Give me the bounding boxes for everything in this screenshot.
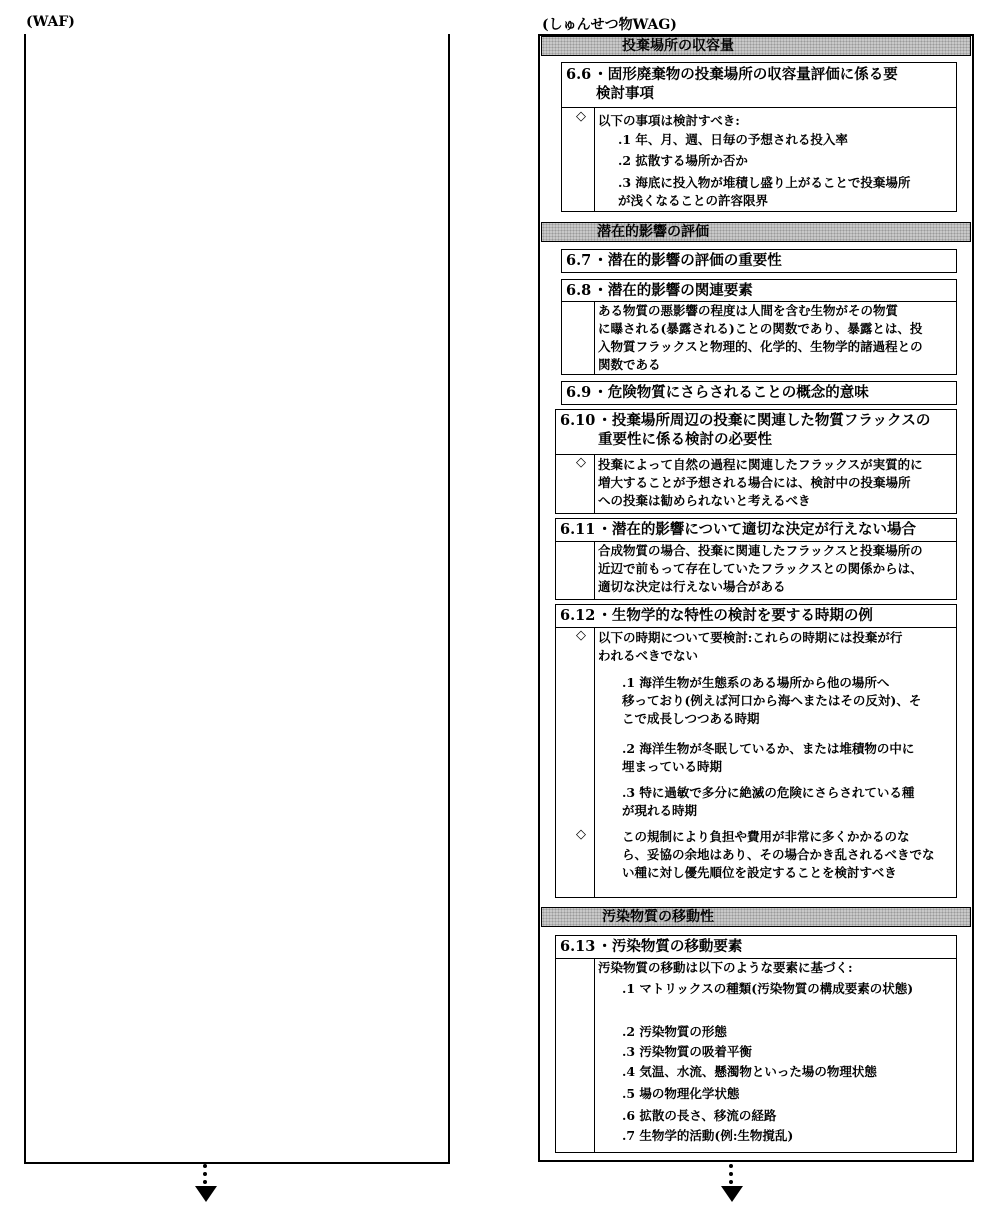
item-6-11-line: 近辺で前もって存在していたフラックスとの関係からは、 bbox=[598, 561, 923, 576]
section-band-capacity-label: 投棄場所の収容量 bbox=[622, 38, 734, 54]
item-6-11-divider bbox=[594, 541, 595, 599]
item-6-8-title: 6.8 ・潜在的影響の関連要素 bbox=[566, 282, 753, 299]
item-6-13-point: .2 汚染物質の形態 bbox=[622, 1024, 727, 1039]
item-6-6 bbox=[561, 62, 957, 212]
item-6-11-title: 6.11 ・潜在的影響について適切な決定が行えない場合 bbox=[560, 521, 917, 538]
item-6-6-lead: 以下の事項は検討すべき: bbox=[598, 113, 740, 128]
item-6-12-point: が現れる時期 bbox=[622, 803, 698, 818]
item-6-13-divider bbox=[594, 958, 595, 1152]
section-band-mobility-label: 汚染物質の移動性 bbox=[602, 909, 714, 925]
item-6-13-point: .1 マトリックスの種類(汚染物質の構成要素の状態) bbox=[622, 981, 914, 996]
wag-column-label: (しゅんせつ物WAG) bbox=[542, 17, 677, 33]
waf-column-box bbox=[24, 34, 450, 1164]
item-6-12-point: .3 特に過敏で多分に絶滅の危険にさらされている種 bbox=[622, 785, 915, 800]
section-band-impact-label: 潜在的影響の評価 bbox=[597, 224, 709, 240]
item-6-12-point: .1 海洋生物が生態系のある場所から他の場所へ bbox=[622, 675, 890, 690]
item-6-10 bbox=[555, 409, 957, 514]
item-6-8-line: に曝される(暴露される)ことの関数であり、暴露とは、投 bbox=[598, 321, 923, 336]
wag-arrow-stem bbox=[729, 1164, 733, 1184]
item-6-11-line: 適切な決定は行えない場合がある bbox=[598, 579, 786, 594]
item-6-6-rule bbox=[562, 107, 956, 108]
item-6-13-title: 6.13 ・汚染物質の移動要素 bbox=[560, 938, 743, 955]
item-6-7 bbox=[561, 249, 957, 273]
item-6-10-title: 6.10 ・投棄場所周辺の投棄に関連した物質フラックスの 重要性に係る検討の必要性 bbox=[560, 412, 931, 448]
item-6-12-lead: われるべきでない bbox=[598, 648, 699, 663]
diamond-bullet-icon: ◇ bbox=[576, 628, 586, 643]
item-6-6-point: .1 年、月、週、日毎の予想される投入率 bbox=[618, 132, 848, 147]
item-6-13-point: .6 拡散の長さ、移流の経路 bbox=[622, 1108, 777, 1123]
item-6-11 bbox=[555, 518, 957, 600]
item-6-13-lead: 汚染物質の移動は以下のような要素に基づく: bbox=[598, 960, 853, 975]
waf-column-label: (WAF) bbox=[26, 14, 75, 30]
item-6-10-line: 増大することが予想される場合には、検討中の投棄場所 bbox=[598, 475, 911, 490]
item-6-11-line: 合成物質の場合、投棄に関連したフラックスと投棄場所の bbox=[598, 543, 923, 558]
item-6-7-title: 6.7 ・潜在的影響の評価の重要性 bbox=[566, 252, 782, 269]
section-band-capacity bbox=[541, 36, 971, 56]
diamond-bullet-icon: ◇ bbox=[576, 455, 586, 470]
item-6-12-divider bbox=[594, 627, 595, 897]
item-6-12-point: 埋まっている時期 bbox=[622, 759, 723, 774]
item-6-13-point: .7 生物学的活動(例:生物撹乱) bbox=[622, 1128, 794, 1143]
item-6-12-note: ら、妥協の余地はあり、その場合かき乱されるべきでな bbox=[622, 847, 935, 862]
item-6-12 bbox=[555, 604, 957, 898]
item-6-6-title: 6.6 ・固形廃棄物の投棄場所の収容量評価に係る要 検討事項 bbox=[566, 66, 898, 102]
item-6-12-point: .2 海洋生物が冬眠しているか、または堆積物の中に bbox=[622, 741, 915, 756]
item-6-8 bbox=[561, 279, 957, 375]
item-6-6-point: .3 海底に投入物が堆積し盛り上がることで投棄場所 bbox=[618, 175, 911, 190]
item-6-12-point: こで成長しつつある時期 bbox=[622, 711, 760, 726]
item-6-10-line: 投棄によって自然の過程に関連したフラックスが実質的に bbox=[598, 457, 923, 472]
item-6-8-line: ある物質の悪影響の程度は人間を含む生物がその物質 bbox=[598, 303, 899, 318]
item-6-12-note: この規制により負担や費用が非常に多くかかるのな bbox=[622, 829, 910, 844]
item-6-12-lead: 以下の時期について要検討:これらの時期には投棄が行 bbox=[598, 630, 903, 645]
item-6-9 bbox=[561, 381, 957, 405]
waf-down-arrow-icon bbox=[195, 1186, 217, 1202]
diamond-bullet-icon: ◇ bbox=[576, 109, 586, 124]
waf-arrow-stem bbox=[203, 1164, 207, 1184]
wag-down-arrow-icon bbox=[721, 1186, 743, 1202]
item-6-6-point: .2 拡散する場所か否か bbox=[618, 153, 748, 168]
item-6-10-divider bbox=[594, 454, 595, 513]
item-6-12-title: 6.12 ・生物学的な特性の検討を要する時期の例 bbox=[560, 607, 873, 624]
section-band-impact bbox=[541, 222, 971, 242]
item-6-12-note: い種に対し優先順位を設定することを検討すべき bbox=[622, 865, 897, 880]
section-band-mobility bbox=[541, 907, 971, 927]
item-6-13-point: .5 場の物理化学状態 bbox=[622, 1086, 740, 1101]
item-6-13 bbox=[555, 935, 957, 1153]
item-6-6-point: が浅くなることの許容限界 bbox=[618, 193, 769, 208]
item-6-8-divider bbox=[594, 301, 595, 374]
item-6-13-point: .4 気温、水流、懸濁物といった場の物理状態 bbox=[622, 1064, 877, 1079]
item-6-13-point: .3 汚染物質の吸着平衡 bbox=[622, 1044, 752, 1059]
item-6-8-line: 入物質フラックスと物理的、化学的、生物学的諸過程との bbox=[598, 339, 923, 354]
item-6-10-line: への投棄は勧められないと考えるべき bbox=[598, 493, 811, 508]
diamond-bullet-icon: ◇ bbox=[576, 827, 586, 842]
item-6-6-divider bbox=[594, 107, 595, 211]
item-6-8-line: 関数である bbox=[598, 357, 661, 372]
item-6-12-point: 移っており(例えば河口から海へまたはその反対)、そ bbox=[622, 693, 922, 708]
item-6-9-title: 6.9 ・危険物質にさらされることの概念的意味 bbox=[566, 384, 869, 401]
